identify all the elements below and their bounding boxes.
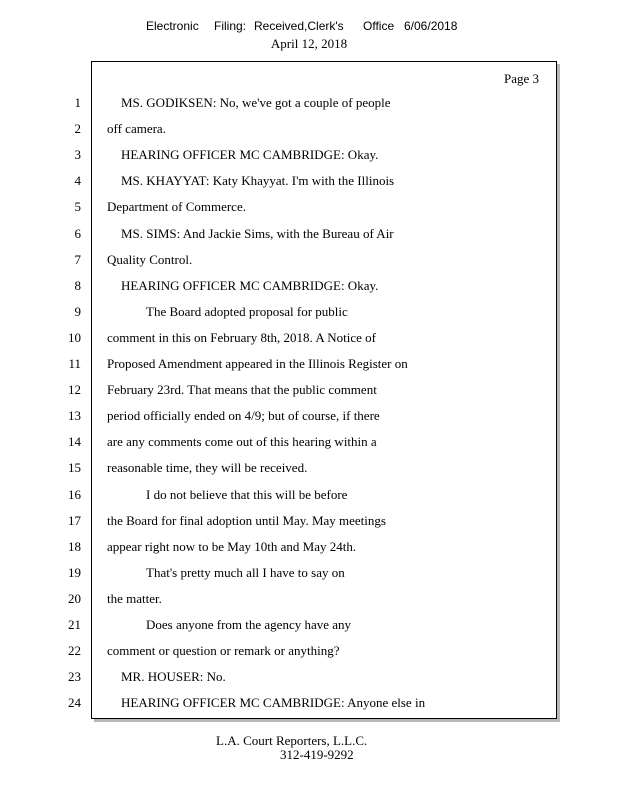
line-text: HEARING OFFICER MC CAMBRIDGE: Okay.	[121, 277, 379, 293]
line-text: HEARING OFFICER MC CAMBRIDGE: Anyone else in	[121, 695, 426, 711]
transcript-line	[0, 226, 618, 246]
line-number: 5	[74, 199, 81, 215]
stamp-word-office: Office	[363, 19, 395, 33]
transcript-line	[0, 382, 618, 402]
line-number: 2	[74, 121, 81, 137]
transcript-line	[0, 617, 618, 637]
line-text: Quality Control.	[107, 251, 193, 267]
line-number: 8	[74, 277, 81, 293]
line-number: 11	[68, 356, 81, 371]
line-number: 13	[68, 408, 81, 424]
line-text: MS. KHAYYAT: Katy Khayyat. I'm with the Illinois	[121, 173, 395, 189]
transcript-line	[0, 330, 618, 350]
transcript-line	[0, 95, 618, 115]
line-text: I do not believe that this will be before	[146, 486, 348, 502]
transcript-line	[0, 173, 618, 193]
hearing-date: April 12, 2018	[270, 36, 348, 51]
line-number: 22	[68, 643, 81, 659]
transcript-line	[0, 121, 618, 141]
stamp-word-electronic: Electronic	[146, 19, 199, 33]
line-number: 17	[68, 512, 81, 528]
line-number: 15	[68, 460, 81, 476]
line-number: 24	[68, 695, 81, 711]
line-text: MR. HOUSER: No.	[121, 669, 226, 685]
line-number: 23	[68, 669, 81, 685]
transcript-line	[0, 460, 618, 480]
transcript-line	[0, 539, 618, 559]
line-text: Proposed Amendment appeared in the Illinois Register on	[107, 356, 408, 371]
stamp-word-received: Received,Clerk's	[254, 19, 344, 33]
line-number: 1	[74, 95, 81, 110]
transcript-line	[0, 513, 618, 533]
transcript-line	[0, 252, 618, 272]
line-text: The Board adopted proposal for public	[146, 303, 348, 319]
footer-company: L.A. Court Reporters, L.L.C.	[216, 733, 368, 748]
transcript-line	[0, 591, 618, 611]
line-text: comment in this on February 8th, 2018. A Notice of	[107, 329, 376, 345]
stamp-word-filing: Filing:	[214, 19, 247, 33]
line-number: 16	[68, 486, 81, 502]
line-number: 10	[68, 329, 81, 345]
transcript-line	[0, 487, 618, 507]
transcript-line	[0, 199, 618, 219]
transcript-line	[0, 643, 618, 663]
transcript-line	[0, 304, 618, 324]
line-text: the Board for final adoption until May. May meetings	[107, 512, 386, 528]
line-number: 4	[74, 173, 81, 189]
line-text: the matter.	[107, 590, 162, 606]
line-text: reasonable time, they will be received.	[107, 460, 308, 476]
line-text: Department of Commerce.	[107, 199, 246, 215]
line-number: 12	[68, 382, 81, 398]
transcript-line	[0, 695, 618, 715]
transcript-line	[0, 434, 618, 454]
transcript-line	[0, 669, 618, 689]
transcript-line	[0, 408, 618, 428]
line-text: period officially ended on 4/9; but of course, if there	[107, 408, 380, 424]
line-text: That's pretty much all I have to say on	[146, 564, 345, 580]
footer-phone: 312-419-9292	[280, 747, 354, 762]
line-text: MS. SIMS: And Jackie Sims, with the Bureau of Air	[121, 225, 394, 241]
line-number: 20	[68, 590, 81, 606]
stamp-date: 6/06/2018	[404, 19, 458, 33]
transcript-line	[0, 565, 618, 585]
line-number: 18	[68, 538, 81, 554]
transcript-line	[0, 147, 618, 167]
line-number: 9	[74, 303, 81, 319]
line-text: appear right now to be May 10th and May 24th.	[107, 538, 357, 554]
line-text: February 23rd. That means that the public comment	[107, 382, 377, 398]
line-number: 7	[74, 251, 81, 267]
line-text: Does anyone from the agency have any	[146, 617, 352, 632]
line-number: 6	[74, 225, 81, 241]
line-text: are any comments come out of this hearing within a	[107, 434, 377, 450]
line-number: 21	[68, 617, 81, 632]
page-number: Page 3	[504, 71, 540, 86]
line-number: 3	[74, 147, 81, 163]
transcript-line	[0, 278, 618, 298]
line-number: 14	[68, 434, 81, 450]
line-text: MS. GODIKSEN: No, we've got a couple of people	[121, 95, 391, 110]
line-text: off camera.	[107, 121, 166, 137]
line-text: HEARING OFFICER MC CAMBRIDGE: Okay.	[121, 147, 379, 163]
line-text: comment or question or remark or anything?	[107, 643, 340, 659]
transcript-line	[0, 356, 618, 376]
line-number: 19	[68, 564, 81, 580]
